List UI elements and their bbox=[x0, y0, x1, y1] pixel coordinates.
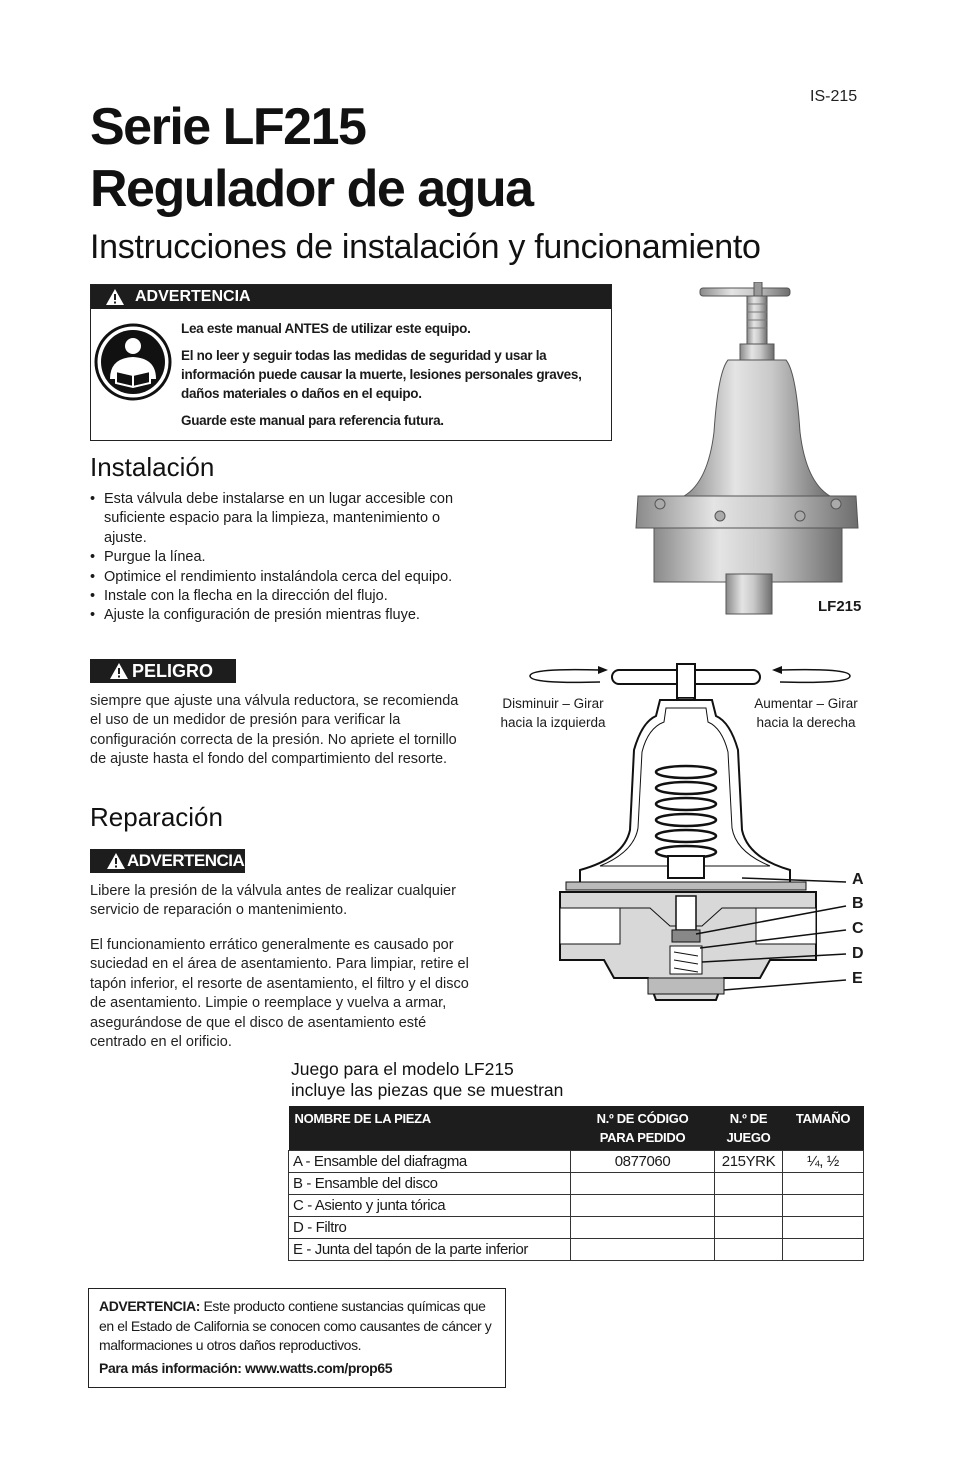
cell-kit bbox=[715, 1239, 783, 1261]
cell-size bbox=[783, 1195, 864, 1217]
danger-label: PELIGRO bbox=[132, 661, 214, 681]
header-code: N.º DE CÓDIGO PARA PEDIDO bbox=[571, 1106, 715, 1151]
danger-badge bbox=[90, 659, 236, 683]
table-row bbox=[289, 1151, 864, 1173]
warning-line-1: Lea este manual ANTES de utilizar este equipo. bbox=[181, 321, 471, 336]
decrease-line-1: Disminuir – Girar bbox=[502, 696, 604, 711]
increase-line-1: Aumentar – Girar bbox=[754, 696, 858, 711]
parts-table bbox=[288, 1106, 864, 1261]
cell-part: C - Asiento y junta tórica bbox=[289, 1195, 571, 1217]
table-row bbox=[289, 1195, 864, 1217]
danger-text: siempre que ajuste una válvula reductora, se recomienda el uso de un medidor de presión para verificar la configuración correcta de la presión. No apriete el tornillo de ajuste hasta el fondo del compartimiento del resorte. bbox=[90, 693, 459, 768]
warning-triangle-icon bbox=[105, 288, 125, 306]
diagram-label-a: A bbox=[852, 871, 864, 888]
title-line-2: Regulador de agua bbox=[90, 160, 533, 218]
prop65-text: Este producto contiene sustancias químicas que en el Estado de California se conocen como causantes de cáncer y malformaciones u otros daños reproductivos. bbox=[99, 1298, 492, 1353]
cell-part: B - Ensamble del disco bbox=[289, 1173, 571, 1195]
diagram-label-e: E bbox=[852, 970, 863, 987]
table-row bbox=[289, 1173, 864, 1195]
diagram-label-b: B bbox=[852, 895, 864, 912]
cell-code bbox=[571, 1217, 715, 1239]
table-header-row bbox=[289, 1106, 864, 1151]
increase-line-2: hacia la derecha bbox=[756, 715, 856, 730]
warning-triangle-icon bbox=[106, 852, 126, 870]
warning-triangle-icon bbox=[109, 662, 129, 680]
cell-kit bbox=[715, 1217, 783, 1239]
installation-heading: Instalación bbox=[90, 452, 215, 482]
page-title bbox=[90, 96, 533, 220]
cell-kit bbox=[715, 1173, 783, 1195]
cell-code bbox=[571, 1173, 715, 1195]
warning-box bbox=[90, 284, 612, 441]
repair-warning-label: ADVERTENCIA bbox=[127, 851, 245, 870]
kit-title-line-1: Juego para el modelo LF215 bbox=[291, 1059, 514, 1079]
list-item: • Ajuste la configuración de presión mientras fluye. bbox=[90, 606, 480, 625]
diagram-label-d: D bbox=[852, 945, 864, 962]
cell-code bbox=[571, 1195, 715, 1217]
table-row bbox=[289, 1239, 864, 1261]
rotate-right-arrow-icon bbox=[780, 670, 850, 683]
repair-text-2: El funcionamiento errático generalmente es causado por suciedad en el área de asentamiento. Para limpiar, retire el tapón inferior, el resorte de asentamiento, el filtro y el disco de asentamiento. Limpie o reemplace y vuelva a armar, asegurándose de que el disco de asentamiento esté centrado en el orificio. bbox=[90, 937, 469, 1051]
kit-title bbox=[291, 1059, 563, 1101]
cell-code: 0877060 bbox=[571, 1151, 715, 1173]
warning-line-3: Guarde este manual para referencia futura. bbox=[181, 413, 444, 428]
warning-line-2: El no leer y seguir todas las medidas de seguridad y usar la información puede causar la muerte, lesiones personales graves, daños materiales o daños en el equipo. bbox=[181, 348, 582, 401]
title-line-1: Serie LF215 bbox=[90, 98, 366, 156]
document-number: IS-215 bbox=[810, 88, 858, 105]
cell-size: ¼, ½ bbox=[783, 1151, 864, 1173]
list-item: • Instale con la flecha en la dirección del flujo. bbox=[90, 587, 480, 606]
diagram-label-c: C bbox=[852, 920, 864, 937]
cell-part: D - Filtro bbox=[289, 1217, 571, 1239]
cell-kit: 215YRK bbox=[715, 1151, 783, 1173]
decrease-line-2: hacia la izquierda bbox=[500, 715, 606, 730]
header-part: NOMBRE DE LA PIEZA bbox=[289, 1106, 571, 1151]
prop65-label: ADVERTENCIA: bbox=[99, 1298, 200, 1314]
read-manual-icon bbox=[94, 323, 172, 401]
list-item: • Purgue la línea. bbox=[90, 548, 480, 567]
warning-header-label: ADVERTENCIA bbox=[135, 288, 251, 305]
cell-kit bbox=[715, 1195, 783, 1217]
warning-header bbox=[91, 285, 611, 309]
cell-size bbox=[783, 1217, 864, 1239]
installation-list bbox=[90, 490, 480, 626]
prop65-more-info: Para más información: www.watts.com/prop65 bbox=[99, 1359, 393, 1376]
warning-text bbox=[181, 319, 606, 438]
list-item: • Optimice el rendimiento instalándola cerca del equipo. bbox=[90, 568, 480, 587]
prop65-box bbox=[88, 1288, 506, 1388]
cell-part: E - Junta del tapón de la parte inferior bbox=[289, 1239, 571, 1261]
cross-section-diagram bbox=[520, 660, 860, 1010]
repair-warning-badge bbox=[90, 849, 245, 873]
header-size: TAMAÑO bbox=[783, 1106, 864, 1151]
rotate-left-arrow-icon bbox=[530, 670, 600, 683]
cell-size bbox=[783, 1173, 864, 1195]
product-caption: LF215 bbox=[818, 598, 862, 615]
cell-part: A - Ensamble del diafragma bbox=[289, 1151, 571, 1173]
kit-title-line-2: incluye las piezas que se muestran bbox=[291, 1080, 564, 1100]
repair-heading: Reparación bbox=[90, 802, 223, 832]
list-item: • Esta válvula debe instalarse en un lugar accesible con suficiente espacio para la limpieza, mantenimiento o ajuste. bbox=[90, 490, 480, 548]
cell-code bbox=[571, 1239, 715, 1261]
repair-text-1: Libere la presión de la válvula antes de realizar cualquier servicio de reparación o mantenimiento. bbox=[90, 883, 456, 919]
product-photo bbox=[630, 282, 866, 616]
header-kit: N.º DE JUEGO bbox=[715, 1106, 783, 1151]
cell-size bbox=[783, 1239, 864, 1261]
page-subtitle: Instrucciones de instalación y funcionamiento bbox=[90, 228, 761, 266]
table-row bbox=[289, 1217, 864, 1239]
